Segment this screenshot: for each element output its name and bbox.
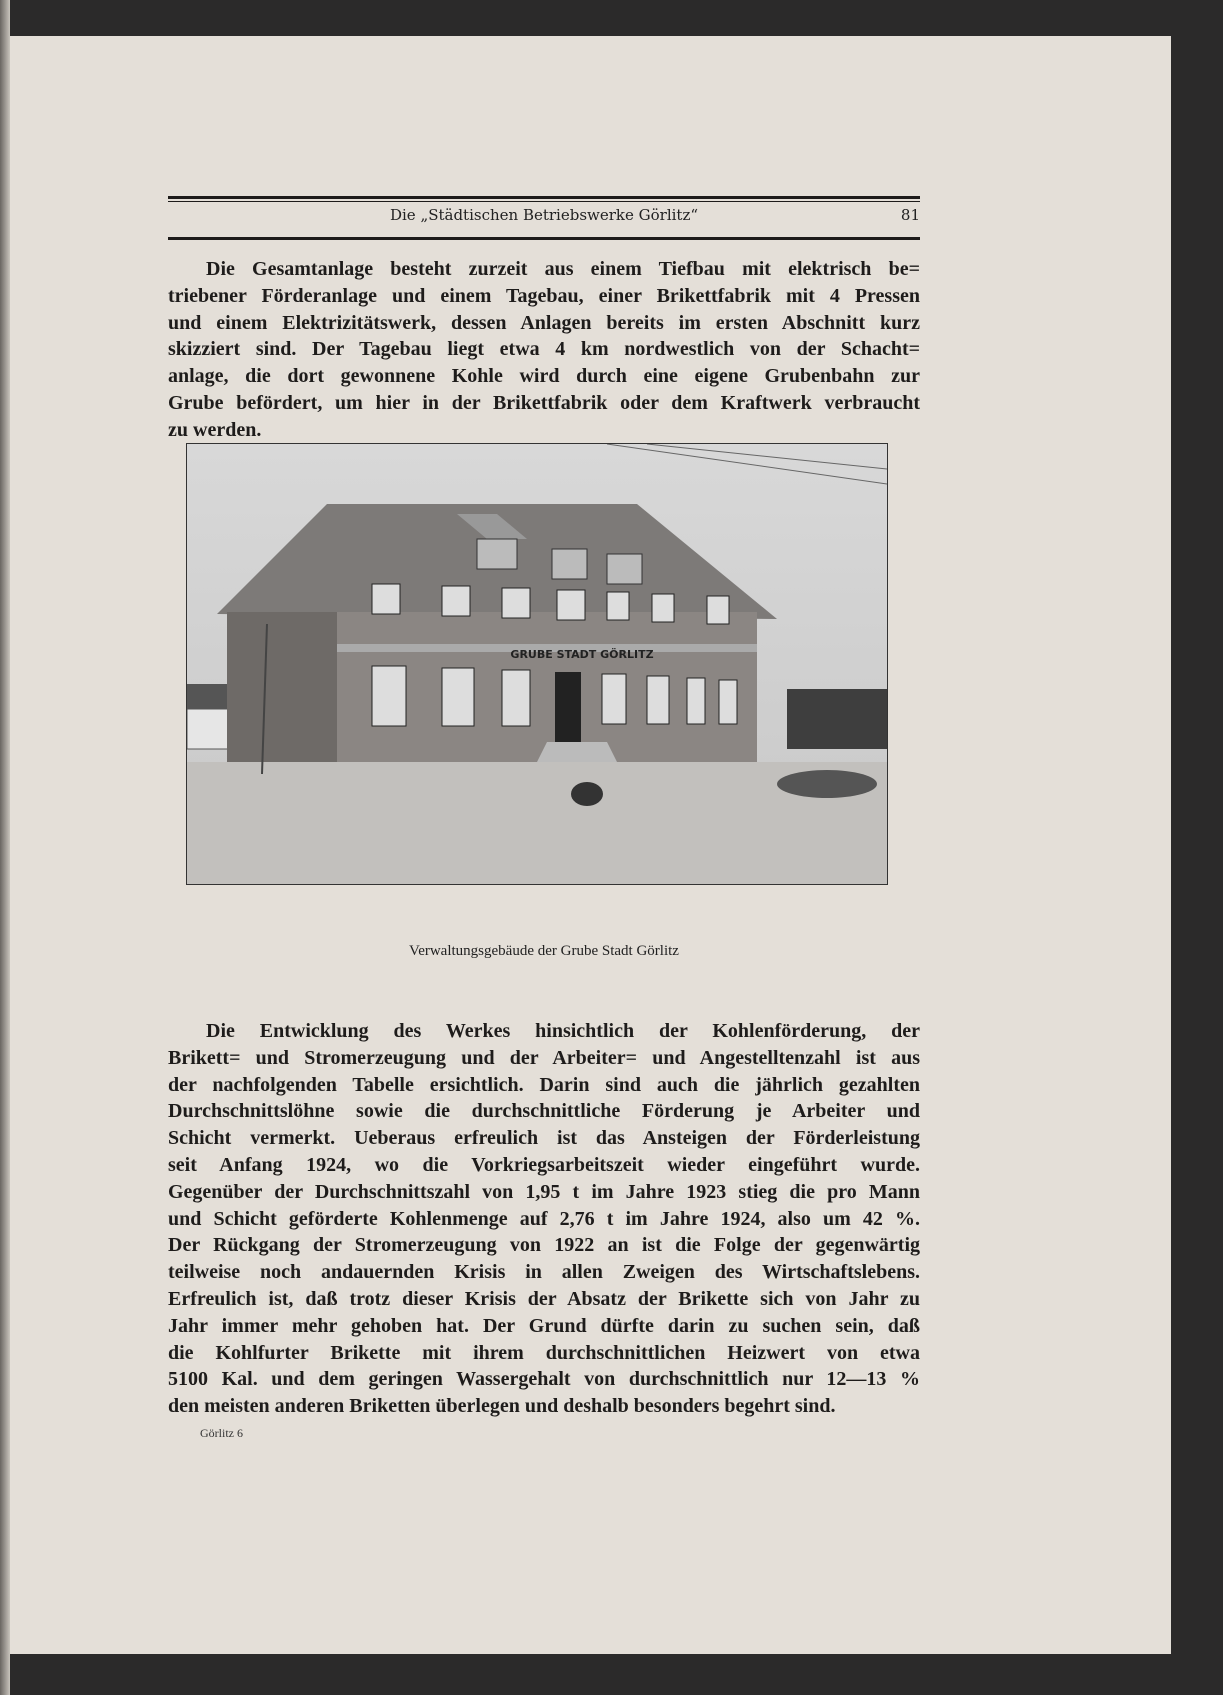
text-line: Grube befördert, um hier in der Brikettfabrik oder dem Kraftwerk verbraucht — [168, 391, 920, 414]
text-line: anlage, die dort gewonnene Kohle wird durch eine eigene Grubenbahn zur — [168, 365, 920, 388]
paragraph-2 — [168, 1018, 920, 1420]
text-line: seit Anfang 1924, wo die Vorkriegsarbeitszeit wieder eingeführt wurde. — [168, 1153, 920, 1176]
running-header: Die „Städtischen Betriebswerke Görlitz“ — [389, 206, 699, 224]
signature-mark: Görlitz 6 — [200, 1426, 243, 1440]
header-rule-top-thin — [168, 201, 920, 202]
text-line: 5100 Kal. und dem geringen Wassergehalt von durchschnittlich nur 12—13 % — [168, 1368, 920, 1391]
text-line: Die Gesamtanlage besteht zurzeit aus einem Tiefbau mit elektrisch be= — [206, 258, 920, 280]
text-line: Gegenüber der Durchschnittszahl von 1,95 t im Jahre 1923 stieg die pro Mann — [168, 1180, 920, 1203]
text-line: Erfreulich ist, daß trotz dieser Krisis der Absatz der Brikette sich von Jahr zu — [168, 1287, 920, 1310]
text-line: teilweise noch andauernden Krisis in allen Zweigen des Wirtschaftslebens. — [168, 1261, 920, 1284]
photo-administration-building — [186, 443, 888, 885]
text-line: triebener Förderanlage und einem Tagebau, einer Brikettfabrik mit 4 Pressen — [168, 284, 920, 307]
building-sign: GRUBE STADT GÖRLITZ — [510, 648, 654, 661]
text-line: zu werden. — [168, 418, 262, 441]
book-spine-edge — [0, 0, 10, 1695]
text-line: und Schicht geförderte Kohlenmenge auf 2,76 t im Jahre 1924, also um 42 %. — [168, 1207, 920, 1230]
text-line: die Kohlfurter Brikette mit ihrem durchschnittlichen Heizwert von etwa — [168, 1341, 920, 1364]
text-line: Durchschnittslöhne sowie die durchschnittliche Förderung je Arbeiter und — [168, 1100, 920, 1123]
text-line: Schicht vermerkt. Ueberaus erfreulich ist das Ansteigen der Förderleistung — [168, 1127, 920, 1150]
photo-caption: Verwaltungsgebäude der Grube Stadt Görlitz — [409, 943, 679, 959]
text-line: und einem Elektrizitätswerk, dessen Anlagen bereits im ersten Abschnitt kurz — [168, 311, 920, 334]
header-rule-top — [168, 196, 920, 199]
text-line: skizziert sind. Der Tagebau liegt etwa 4 km nordwestlich von der Schacht= — [168, 338, 920, 361]
header-rule-bottom — [168, 237, 920, 240]
text-line: Brikett= und Stromerzeugung und der Arbeiter= und Angestelltenzahl ist aus — [168, 1046, 920, 1069]
page-number: 81 — [900, 206, 920, 224]
text-line: Der Rückgang der Stromerzeugung von 1922 an ist die Folge der gegenwärtig — [168, 1234, 920, 1257]
text-line: Jahr immer mehr gehoben hat. Der Grund dürfte darin zu suchen sein, daß — [168, 1314, 920, 1337]
paragraph-1 — [168, 256, 920, 444]
text-line: der nachfolgenden Tabelle ersichtlich. Darin sind auch die jährlich gezahlten — [168, 1073, 920, 1096]
text-line: den meisten anderen Briketten überlegen und deshalb besonders begehrt sind. — [168, 1395, 836, 1418]
text-line: Die Entwicklung des Werkes hinsichtlich der Kohlenförderung, der — [206, 1020, 920, 1042]
